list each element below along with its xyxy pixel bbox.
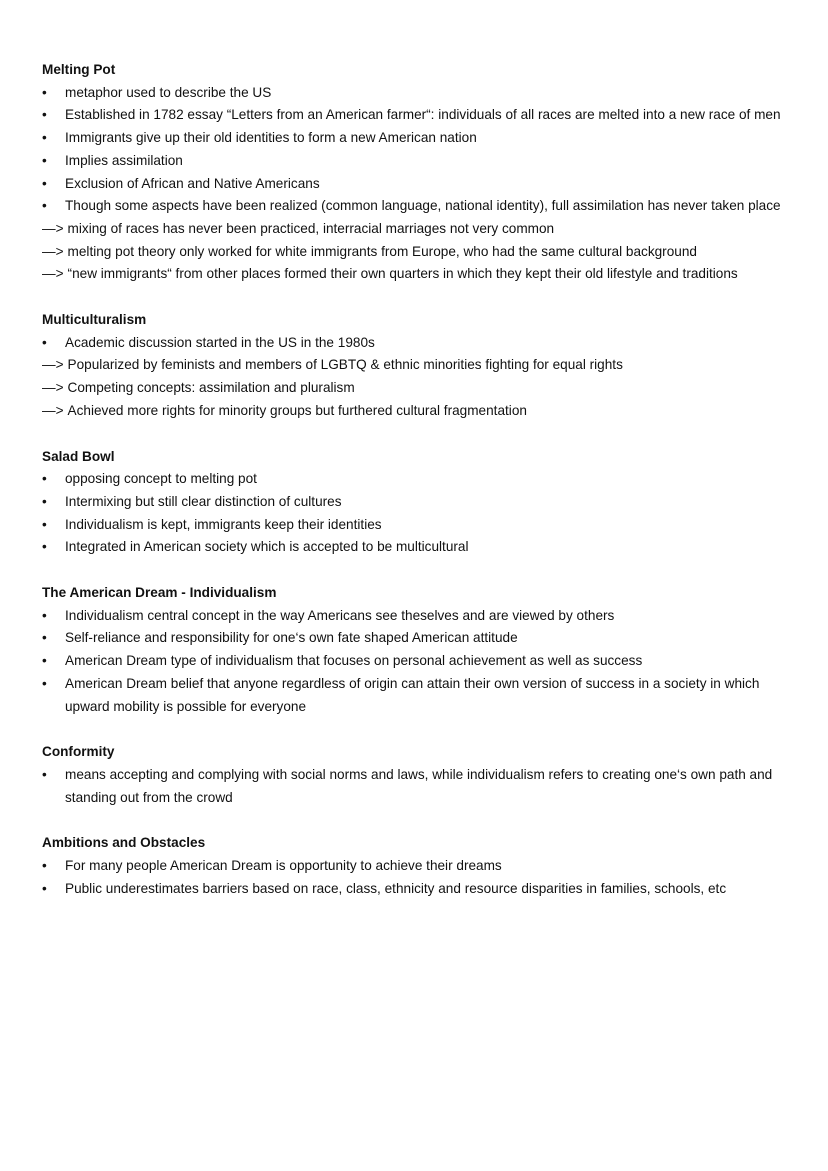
list-item-text: Individualism is kept, immigrants keep their identities [65,516,382,532]
list-item-text: Intermixing but still clear distinction of cultures [65,493,342,509]
list-item-text: Though some aspects have been realized (common language, national identity), full assimilation has never taken place [65,198,781,214]
list-item [42,878,798,901]
list-item [42,82,798,105]
list-item-text: opposing concept to melting pot [65,471,257,487]
list-item-text: Academic discussion started in the US in the 1980s [65,334,375,350]
list-item-text: Public underestimates barriers based on race, class, ethnicity and resource disparities in families, schools, etc [65,880,727,896]
list-item [42,173,798,196]
list-item [42,673,798,718]
section-title: Melting Pot [42,62,116,77]
section-melting-pot [42,59,798,286]
bullet-marker: • [42,539,47,555]
list-item-text: Integrated in American society which is accepted to be multicultural [65,539,469,555]
list-item [42,195,798,218]
list-item-text: Individualism central concept in the way Americans see theselves and are viewed by others [65,607,615,623]
bullet-marker: • [42,516,47,532]
list-item [42,650,798,673]
section-american-dream [42,582,798,718]
arrow-item-text: “new immigrants“ from other places formed their own quarters in which they kept their old lifestyle and traditions [67,266,738,282]
list-item [42,332,798,355]
bullet-marker: • [42,84,47,100]
list-item-text: means accepting and complying with social norms and laws, while individualism refers to creating one‘s own path and standing out from the crowd [65,766,773,805]
arrow-item [42,218,798,241]
arrow-item-text: Competing concepts: assimilation and pluralism [67,380,355,396]
bullet-marker: • [42,107,47,123]
arrow-marker: —> [42,243,64,259]
section-multiculturalism [42,309,798,423]
list-item-text: American Dream belief that anyone regardless of origin can attain their own version of success in a society in which upward mobility is possible for everyone [65,675,760,714]
arrow-marker: —> [42,357,64,373]
arrow-item [42,377,798,400]
bullet-marker: • [42,653,47,669]
list-item [42,127,798,150]
bullet-marker: • [42,175,47,191]
bullet-marker: • [42,675,47,691]
section-salad-bowl [42,446,798,560]
bullet-marker: • [42,152,47,168]
list-item-text: For many people American Dream is opportunity to achieve their dreams [65,858,502,874]
arrow-item-text: Popularized by feminists and members of LGBTQ & ethnic minorities fighting for equal rights [67,357,623,373]
section-title: Conformity [42,744,115,760]
arrow-item-text: Achieved more rights for minority groups but furthered cultural fragmentation [67,402,527,418]
section-title: Salad Bowl [42,448,115,464]
list-item [42,491,798,514]
arrow-marker: —> [42,266,64,282]
list-item-text: Exclusion of African and Native Americans [65,175,320,191]
list-item [42,536,798,559]
list-item-text: Self-reliance and responsibility for one‘s own fate shaped American attitude [65,630,518,646]
list-item [42,605,798,628]
list-item-text: Immigrants give up their old identities to form a new American nation [65,130,477,146]
arrow-item [42,354,798,377]
list-item [42,764,798,809]
arrow-item [42,241,798,264]
section-title: Multiculturalism [42,312,147,328]
bullet-marker: • [42,471,47,487]
list-item-text: Established in 1782 essay “Letters from an American farmer“: individuals of all races are melted into a new race of men [65,107,781,123]
list-item [42,627,798,650]
section-conformity [42,741,798,809]
arrow-marker: —> [42,402,64,418]
bullet-marker: • [42,766,47,782]
bullet-marker: • [42,130,47,146]
section-title: The American Dream - Individualism [42,585,277,601]
bullet-marker: • [42,334,47,350]
list-item-text: metaphor used to describe the US [65,84,272,100]
bullet-marker: • [42,198,47,214]
arrow-marker: —> [42,220,64,236]
arrow-item [42,400,798,423]
list-item [42,150,798,173]
list-item [42,468,798,491]
arrow-marker: —> [42,380,64,396]
bullet-marker: • [42,493,47,509]
arrow-item [42,263,798,286]
list-item [42,514,798,537]
arrow-item-text: melting pot theory only worked for white immigrants from Europe, who had the same cultural background [67,243,697,259]
section-ambitions-obstacles [42,832,798,900]
bullet-marker: • [42,880,47,896]
list-item-text: American Dream type of individualism that focuses on personal achievement as well as success [65,653,643,669]
section-title: Ambitions and Obstacles [42,835,206,851]
bullet-marker: • [42,858,47,874]
bullet-marker: • [42,607,47,623]
list-item [42,855,798,878]
bullet-marker: • [42,630,47,646]
list-item [42,104,798,127]
arrow-item-text: mixing of races has never been practiced, interracial marriages not very common [67,220,555,236]
list-item-text: Implies assimilation [65,152,183,168]
